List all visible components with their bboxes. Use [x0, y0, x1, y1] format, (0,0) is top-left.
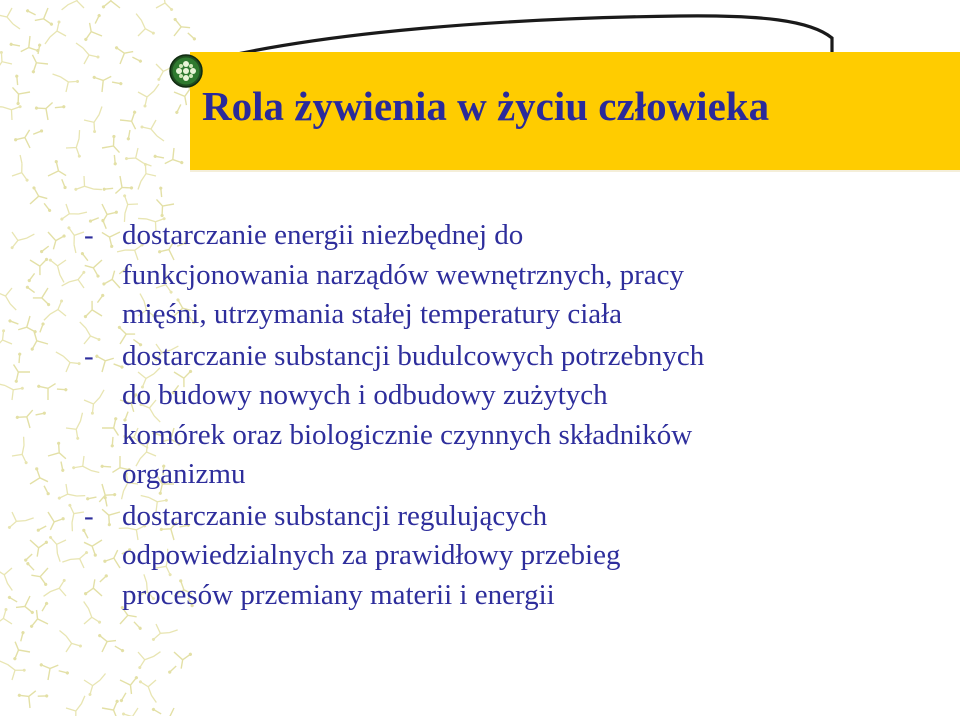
slide-title: Rola żywienia w życiu człowieka — [202, 83, 770, 129]
list-item-text: dostarczanie energii niezbędnej do funkcjonowania narządów wewnętrznych, pracy mięśni, utrzymania stałej temperatury ciała — [122, 219, 685, 330]
bullet-list — [84, 216, 924, 617]
bullet-dash: - — [84, 499, 94, 532]
list-item-text: dostarczanie substancji budulcowych potrzebnych do budowy nowych i odbudowy zużytych komórek oraz biologicznie czynnych składników organizmu — [122, 339, 705, 490]
list-item — [84, 337, 924, 495]
list-item — [84, 216, 924, 335]
bullet-dash: - — [84, 339, 94, 372]
green-bead-icon — [168, 53, 204, 89]
bullet-dash: - — [84, 219, 94, 251]
list-item-text: dostarczanie substancji regulujących odpowiedzialnych za prawidłowy przebieg procesów przemiany materii i energii — [122, 499, 621, 611]
list-item — [84, 497, 924, 616]
